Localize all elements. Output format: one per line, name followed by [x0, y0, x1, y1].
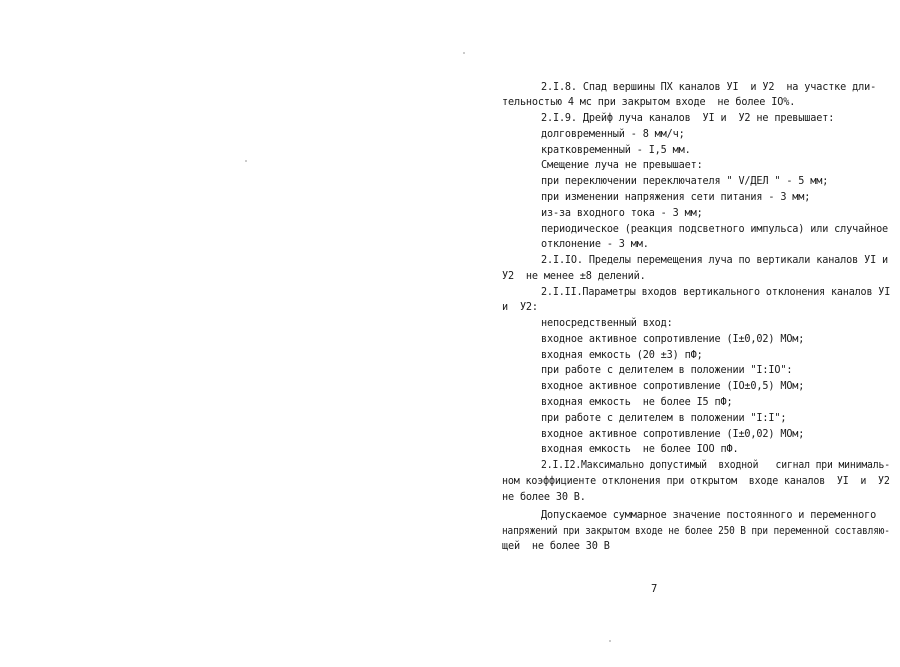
scan-speck [245, 160, 247, 162]
text-line: входное активное сопротивление (I±0,02) МОм; [541, 334, 805, 345]
text-line: щей не более 30 В [502, 541, 610, 552]
text-line: тельностью 4 мс при закрытом входе не более IO%. [502, 97, 796, 108]
text-line: при переключении переключателя " V/ДЕЛ " - 5 мм; [541, 176, 829, 187]
text-line: отклонение - 3 мм. [541, 239, 649, 250]
text-line: ном коэффициенте отклонения при открытом входе каналов УI и У2 [502, 476, 890, 487]
text-line: долговременный - 8 мм/ч; [541, 129, 685, 140]
text-line: при работе с делителем в положении "I:I"; [541, 413, 787, 424]
text-line: из-за входного тока - 3 мм; [541, 208, 703, 219]
text-line: входная емкость (20 ±3) пФ; [541, 350, 703, 361]
text-line: периодическое (реакция подсветного импульса) или случайное [541, 224, 889, 235]
page-number: 7 [651, 583, 658, 595]
text-line: 2.I.8. Спад вершины ПХ каналов УI и У2 на участке дли- [541, 82, 877, 93]
text-line: кратковременный - I,5 мм. [541, 145, 691, 156]
text-line: напряжений при закрытом входе не более 250 В при переменной составляю- [502, 526, 890, 537]
text-line: Смещение луча не превышает: [541, 160, 703, 171]
text-line: не более 30 В. [502, 492, 586, 503]
scan-speck [609, 640, 611, 642]
text-line: при работе с делителем в положении "I:IO": [541, 365, 793, 376]
text-line: 2.I.II.Параметры входов вертикального отклонения каналов УI [541, 287, 891, 298]
text-line: 2.I.IO. Пределы перемещения луча по вертикали каналов УI и [541, 255, 889, 266]
text-line: входная емкость не более I5 пФ; [541, 397, 733, 408]
text-line: У2 не менее ±8 делений. [502, 271, 646, 282]
text-line: входная емкость не более IOO пФ. [541, 444, 739, 455]
text-line: 2.I.9. Дрейф луча каналов УI и У2 не превышает: [541, 113, 835, 124]
text-line: входное активное сопротивление (I±0,02) МОм; [541, 429, 805, 440]
text-line: при изменении напряжения сети питания - 3 мм; [541, 192, 811, 203]
text-line: 2.I.I2.Максимально допустимый входной сигнал при минималь- [541, 460, 890, 471]
scan-speck [463, 52, 465, 54]
text-line: входное активное сопротивление (IO±0,5) МОм; [541, 381, 805, 392]
text-line: Допускаемое суммарное значение постоянного и переменного [541, 510, 877, 521]
text-line: непосредственный вход: [541, 318, 673, 329]
text-line: и У2: [502, 302, 538, 313]
